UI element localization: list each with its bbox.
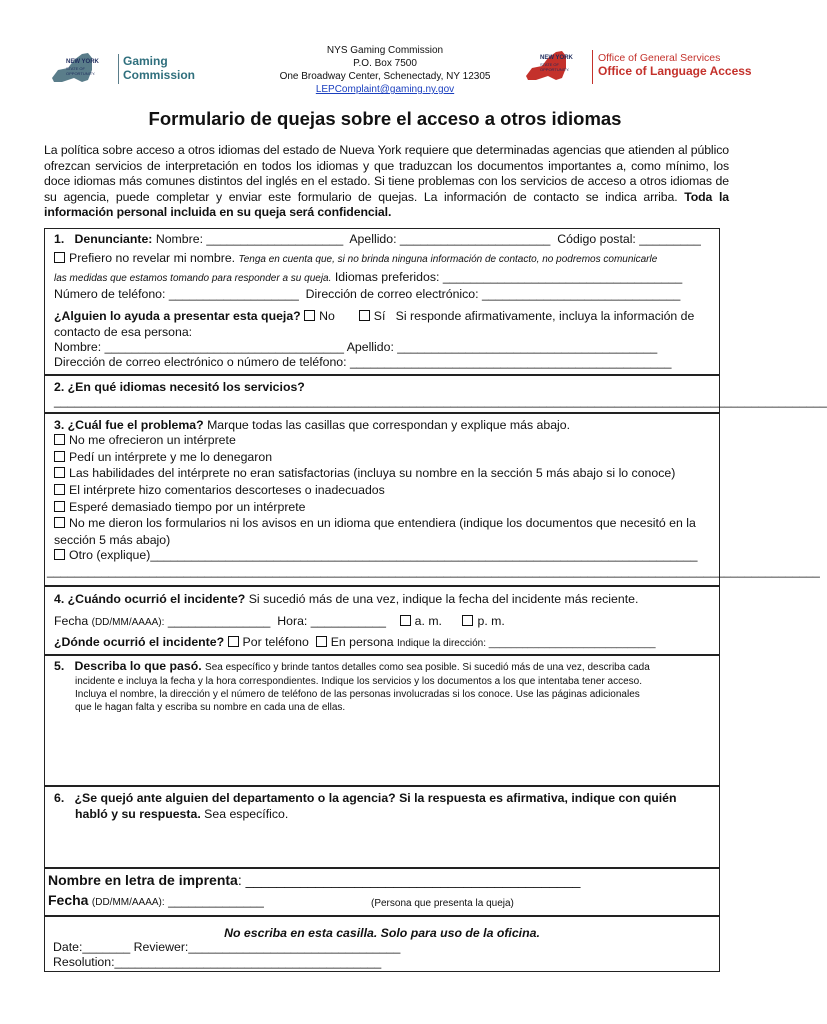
persona-checkbox[interactable] <box>316 636 327 647</box>
s5-text4: que le hagan falta y escriba su nombre en cada una de ellas. <box>75 702 346 713</box>
sign-nombre-row <box>48 873 580 888</box>
s1-prefiero: Prefiero no revelar mi nombre. <box>69 251 236 265</box>
section-5 <box>44 655 720 786</box>
s4-indique-field[interactable]: Indique la dirección: ______________________________ <box>397 638 656 649</box>
signature-box <box>44 868 720 916</box>
s3-opt-label: El intérprete hizo comentarios descorteses o inadecuados <box>69 483 385 497</box>
s1-row-5 <box>54 309 694 324</box>
s1-num: 1. <box>54 232 65 246</box>
s6-num: 6. <box>54 791 65 805</box>
s3-otro-checkbox[interactable] <box>54 549 65 560</box>
s3-opt-checkbox[interactable] <box>54 434 65 445</box>
s1-correo-field[interactable]: Dirección de correo electrónico: _____________________________ <box>305 287 681 301</box>
sign-fecha-field[interactable]: ______________ <box>168 894 264 908</box>
s1-ayuda-question: ¿Alguien lo ayuda a presentar esta queja? <box>54 309 301 323</box>
s3-otro <box>54 548 714 563</box>
s1-apellido2-field[interactable]: Apellido: ______________________________________ <box>346 340 658 354</box>
logo-brand-gaming: Gaming <box>123 54 168 68</box>
logo-right-ola: Office of Language Access <box>598 64 752 78</box>
header-email-link[interactable]: LEPComplaint@gaming.ny.gov <box>315 84 455 95</box>
s4-row-3 <box>54 635 656 651</box>
logo-right-ogs: Office of General Services <box>598 52 721 64</box>
s6-label1: ¿Se quejó ante alguien del departamento o la agencia? Si la respuesta es afirmativa, indique con quién <box>74 791 677 805</box>
s5-num: 5. <box>54 659 65 673</box>
s5-label: Describa lo que pasó. <box>74 659 202 673</box>
s6-row-2 <box>75 807 288 822</box>
s3-opt-3 <box>54 483 385 498</box>
logo-divider <box>118 54 119 84</box>
s1-codigo-field[interactable]: Código postal: _________ <box>557 232 701 246</box>
s6-row-1 <box>54 791 677 806</box>
s4-donde: ¿Dónde ocurrió el incidente? <box>54 635 225 649</box>
section-3 <box>44 413 820 586</box>
s2-label: 2. ¿En qué idiomas necesitó los servicios? <box>54 380 305 394</box>
ayuda-no-checkbox[interactable] <box>304 310 315 321</box>
s4-instr: Si sucedió más de una vez, indique la fecha del incidente más reciente. <box>248 592 639 606</box>
s4-telefono: Por teléfono <box>242 635 309 649</box>
s3-label: 3. ¿Cuál fue el problema? <box>54 418 204 432</box>
section-6 <box>44 786 720 868</box>
s3-instr: Marque todas las casillas que correspondan y explique más abajo. <box>207 418 571 432</box>
s3-opt-1 <box>54 450 272 465</box>
logo-left-sub-text: STATE OF OPPORTUNITY. <box>66 66 96 76</box>
office-resolution-field[interactable]: Resolution:_______________________________________ <box>53 955 382 969</box>
s4-fecha-field[interactable]: _______________ <box>167 614 271 628</box>
ayuda-si-checkbox[interactable] <box>359 310 370 321</box>
s1-nombre-field[interactable]: Nombre: ____________________ <box>155 232 344 246</box>
s3-opt-5 <box>54 516 696 531</box>
s4-pm: p. m. <box>477 614 505 628</box>
s3-opt-label: Las habilidades del intérprete no eran satisfactorias (incluya su nombre en la sección 5 más abajo si lo conoce) <box>69 466 676 480</box>
am-checkbox[interactable] <box>400 615 411 626</box>
sign-fecha-label: Fecha <box>48 892 89 908</box>
s4-hora-field[interactable]: Hora: ___________ <box>277 614 386 628</box>
s3-opt-4 <box>54 500 306 515</box>
s3-opt5-cont: sección 5 más abajo) <box>54 533 171 547</box>
s1-note2: las medidas que estamos tomando para responder a su queja. <box>54 273 332 284</box>
section-2 <box>44 375 827 413</box>
s3-header <box>54 418 570 433</box>
s1-no: No <box>319 309 335 323</box>
s1-idiomas-field[interactable]: Idiomas preferidos: ___________________________________ <box>334 270 683 284</box>
logo-right-ny-text: NEW YORK <box>540 55 573 61</box>
s3-opt-0 <box>54 433 236 448</box>
section-1 <box>44 228 720 375</box>
logo-brand-commission: Commission <box>123 68 196 82</box>
s4-label: 4. ¿Cuándo ocurrió el incidente? <box>54 592 246 606</box>
sign-nombre-field[interactable]: : ___________________________________________ <box>237 872 581 888</box>
s3-opt-label: No me dieron los formularios ni los avisos en un idioma que entendiera (indique los documentos que necesitó en la <box>69 516 696 530</box>
prefiero-checkbox[interactable] <box>54 252 65 263</box>
s1-apellido-field[interactable]: Apellido: ______________________ <box>349 232 551 246</box>
sign-fecha-fmt: (DD/MM/AAAA): <box>91 897 165 908</box>
header-pobox: P.O. Box 7500 <box>353 58 417 69</box>
s3-opt-label: Esperé demasiado tiempo por un intérprete <box>69 500 306 514</box>
s1-telefono-field[interactable]: Número de teléfono: ___________________ <box>54 287 299 301</box>
intro-text: La política sobre acceso a otros idiomas del estado de Nueva York requiere que determinadas agencias que atienden al público ofrezcan servicios de interpretación en todos los idiomas y que traduzcan los documentos importantes a, como mínimo, los doce idiomas más comunes distintos del inglés en el estado. Si tiene problemas con los servicios de acceso a otros idiomas de su agencia, puede completar y enviar este formulario de quejas. La información de contacto se indica arriba. <box>44 143 729 204</box>
intro-confidential: Toda la información personal incluida en su queja será confidencial. <box>44 189 729 219</box>
ogs-logo <box>522 46 752 88</box>
s1-note1: Tenga en cuenta que, si no brinda ninguna información de contacto, no podremos comunicarle <box>238 254 658 265</box>
s1-nombre2-field[interactable]: Nombre: ___________________________________ <box>54 340 344 354</box>
s4-fecha-fmt: (DD/MM/AAAA): <box>91 617 165 628</box>
pm-checkbox[interactable] <box>462 615 473 626</box>
s1-dir2-field[interactable]: Dirección de correo electrónico o número de teléfono: _______________________________________________ <box>54 355 672 369</box>
s4-fecha: Fecha <box>54 614 89 628</box>
header-org: NYS Gaming Commission <box>326 45 444 56</box>
logo-left-ny-text: NEW YORK <box>66 59 99 65</box>
s1-row-1 <box>54 232 701 247</box>
s4-persona: En persona <box>330 635 394 649</box>
page-title: Formulario de quejas sobre el acceso a otros idiomas <box>148 108 622 129</box>
s3-opt-label: Pedí un intérprete y me lo denegaron <box>69 450 273 464</box>
s5-row-1 <box>54 659 650 675</box>
s4-header <box>54 592 638 607</box>
office-date-field[interactable]: Date:_______ Reviewer:_______________________________ <box>53 940 401 954</box>
s1-si-resp: Si responde afirmativamente, incluya la información de <box>395 309 695 323</box>
s3-otro-field[interactable]: Otro (explique)________________________________________________________________________________ <box>69 548 698 562</box>
s3-opt-checkbox[interactable] <box>54 517 65 528</box>
s1-row-3 <box>54 270 682 286</box>
telefono-checkbox[interactable] <box>228 636 239 647</box>
sign-fecha-row <box>48 893 264 910</box>
intro-paragraph <box>44 143 729 221</box>
s4-am: a. m. <box>414 614 442 628</box>
logo-right-sub-text: STATE OF OPPORTUNITY. <box>540 62 570 72</box>
logo-right-divider <box>592 50 593 84</box>
s5-text1: Sea específico y brinde tantos detalles como sea posible. Si sucedió más de una vez, describa cada <box>205 662 650 673</box>
s3-opt-checkbox[interactable] <box>54 467 65 478</box>
header-address: One Broadway Center, Schenectady, NY 12305 <box>279 71 491 82</box>
s5-text2: incidente e incluya la fecha y la hora correspondientes. Indique los servicios y los documentos a los que intentaba tener acceso. <box>75 676 643 687</box>
s1-row-4 <box>54 287 680 302</box>
sign-nombre-label: Nombre en letra de imprenta <box>48 872 238 888</box>
section-4 <box>44 586 720 655</box>
s1-si: Sí <box>373 309 386 323</box>
office-heading: No escriba en esta casilla. Solo para uso de la oficina. <box>224 926 540 940</box>
s6-tail: Sea específico. <box>204 807 289 821</box>
s6-label2: habló y su respuesta. <box>75 807 201 821</box>
s5-text3: Incluya el nombre, la dirección y el número de teléfono de las personas involucradas si los conoce. Use las páginas adicionales <box>75 689 640 700</box>
s4-row-2 <box>54 614 505 630</box>
s1-label: Denunciante: <box>74 232 153 246</box>
s1-contacto: contacto de esa persona: <box>54 325 193 339</box>
s1-row-7 <box>54 340 657 355</box>
s2-blank[interactable]: _________________________________________________________________________________________________________________ <box>54 394 827 408</box>
gaming-commission-logo <box>48 48 198 88</box>
s3-opt-checkbox[interactable] <box>54 484 65 495</box>
sign-persona: (Persona que presenta la queja) <box>371 898 514 909</box>
s1-row-2 <box>54 251 657 267</box>
s3-blank[interactable]: _________________________________________________________________________________________________________________ <box>47 564 820 578</box>
s3-opt-checkbox[interactable] <box>54 501 65 512</box>
office-use-box <box>44 916 720 972</box>
s3-opt-label: No me ofrecieron un intérprete <box>69 433 236 447</box>
header-contact <box>245 44 525 96</box>
s3-opt-2 <box>54 466 675 481</box>
s3-opt-checkbox[interactable] <box>54 451 65 462</box>
